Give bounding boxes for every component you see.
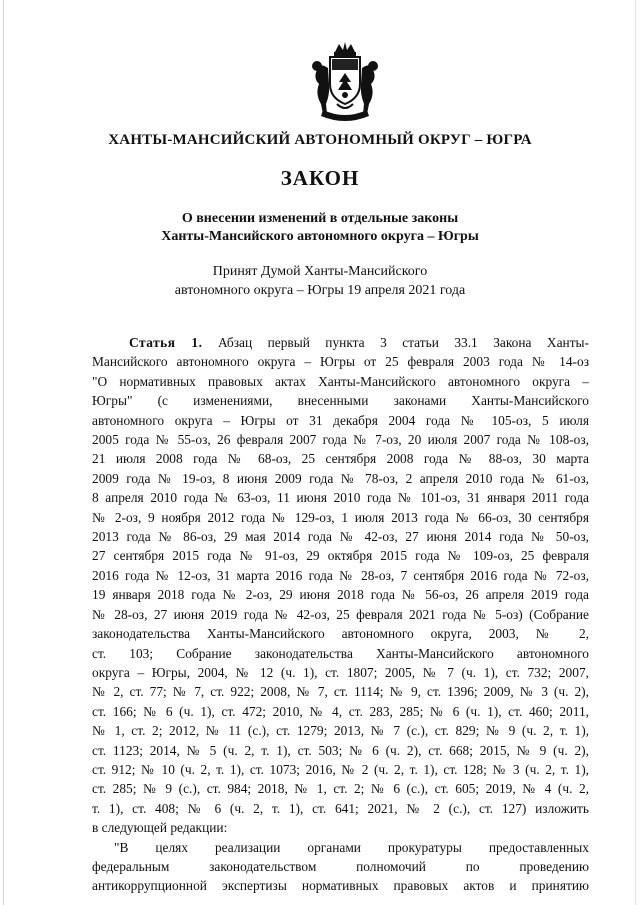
- text-line: Мансийского автономного округа – Югры от 25 февраля 2003 года № 14-оз: [92, 354, 589, 370]
- text-line: "О нормативных правовых актах Ханты-Мансийского автономного округа –: [92, 373, 589, 389]
- region-heading: ХАНТЫ-МАНСИЙСКИЙ АВТОНОМНЫЙ ОКРУГ – ЮГРА: [108, 132, 532, 148]
- text-line: 2016 года № 12-оз, 31 марта 2016 года № 28-оз, 7 сентября 2016 года № 72-оз,: [92, 567, 589, 583]
- text-line: 8 апреля 2010 года № 63-оз, 11 июня 2010 года № 101-оз, 31 января 2011 года: [92, 490, 589, 506]
- text-line: автономного округа – Югры от 31 декабря 2004 года № 105-оз, 5 июля: [92, 412, 589, 428]
- coat-of-arms-emblem: [283, 40, 407, 128]
- adoption-line: автономного округа – Югры 19 апреля 2021 года: [174, 283, 466, 298]
- text-line: № 2-оз, 9 ноября 2012 года № 129-оз, 1 июля 2013 года № 66-оз, 30 сентября: [92, 509, 589, 525]
- subject-line: О внесении изменений в отдельные законы: [181, 211, 459, 226]
- text-line: Югры" (с изменениями, внесенными законами Ханты-Мансийского: [92, 393, 589, 409]
- text-line: 19 января 2018 года № 2-оз, 29 июня 2018 года № 56-оз, 26 апреля 2019 года: [92, 587, 589, 603]
- text-line: № 2, ст. 77; № 7, ст. 922; 2008, № 7, ст. 1114; № 9, ст. 1396; 2009, № 3 (ч. 2),: [92, 684, 589, 700]
- quote-line: антикоррупционной экспертизы нормативных правовых актов и принятию: [92, 878, 589, 894]
- text-line: ст. 166; № 6 (ч. 1), ст. 472; 2010, № 4, ст. 283, 285; № 6 (ч. 1), ст. 460; 2011,: [92, 703, 589, 719]
- text-line: в следующей редакции:: [92, 820, 228, 836]
- article-body: [92, 333, 589, 896]
- text-line: законодательства Ханты-Мансийского автономного округа, 2003, № 2,: [92, 626, 589, 642]
- text-line: Абзац первый пункта 3 статьи 33.1 Закона Ханты-: [217, 335, 590, 350]
- subject-line: Ханты-Мансийского автономного округа – Югры: [161, 229, 479, 244]
- text-line: ст. 912; № 10 (ч. 2, т. 1), ст. 1073; 2016, № 2 (ч. 2, т. 1), ст. 128; № 3 (ч. 2, т. 1),: [92, 761, 589, 777]
- adoption-line: Принят Думой Ханты-Мансийского: [212, 264, 428, 279]
- article-first-line: [92, 333, 589, 352]
- quote-line: федеральным законодательством полномочий по проведению: [92, 858, 589, 874]
- text-line: 2009 года № 19-оз, 8 июня 2009 года № 78-оз, 2 апреля 2010 года № 61-оз,: [92, 470, 589, 486]
- text-line: округа – Югры, 2004, № 12 (ч. 1), ст. 1807; 2005, № 7 (ч. 1), ст. 732; 2007,: [92, 664, 589, 680]
- text-line: ст. 1123; 2014, № 5 (ч. 2, т. 1), ст. 503; № 6 (ч. 2), ст. 668; 2015, № 9 (ч. 2),: [92, 742, 589, 758]
- text-line: 27 сентября 2015 года № 91-оз, 29 октября 2015 года № 109-оз, 25 февраля: [92, 548, 589, 564]
- article-label: Статья 1.: [129, 335, 203, 350]
- text-line: № 1, ст. 2; 2012, № 11 (с.), ст. 1279; 2013, № 7 (с.), ст. 829; № 9 (ч. 2, т. 1),: [92, 723, 589, 739]
- text-line: ст. 285; № 9 (с.), ст. 984; 2018, № 1, ст. 2; № 6 (с.), ст. 605; 2019, № 4 (ч. 2,: [92, 781, 589, 797]
- text-line: т. 1), ст. 408; № 6 (ч. 2, т. 1), ст. 641; 2021, № 2 (с.), ст. 127) изложить: [92, 800, 589, 816]
- adoption-note: [0, 262, 640, 300]
- quote-line: "В целях реализации органами прокуратуры предоставленных: [114, 839, 589, 855]
- text-line: ст. 103; Собрание законодательства Ханты-Мансийского автономного: [92, 645, 589, 661]
- text-line: 2005 года № 55-оз, 26 февраля 2007 года № 7-оз, 20 июля 2007 года № 108-оз,: [92, 432, 589, 448]
- text-line: 21 июля 2008 года № 68-оз, 25 сентября 2008 года № 88-оз, 30 марта: [92, 451, 589, 467]
- text-line: 2013 года № 86-оз, 29 мая 2014 года № 42-оз, 27 июня 2014 года № 50-оз,: [92, 529, 589, 545]
- document-type-title: ЗАКОН: [280, 166, 360, 190]
- law-subject: [0, 210, 640, 246]
- text-line: № 28-оз, 27 июня 2019 года № 42-оз, 25 февраля 2021 года № 5-оз) (Собрание: [92, 606, 589, 622]
